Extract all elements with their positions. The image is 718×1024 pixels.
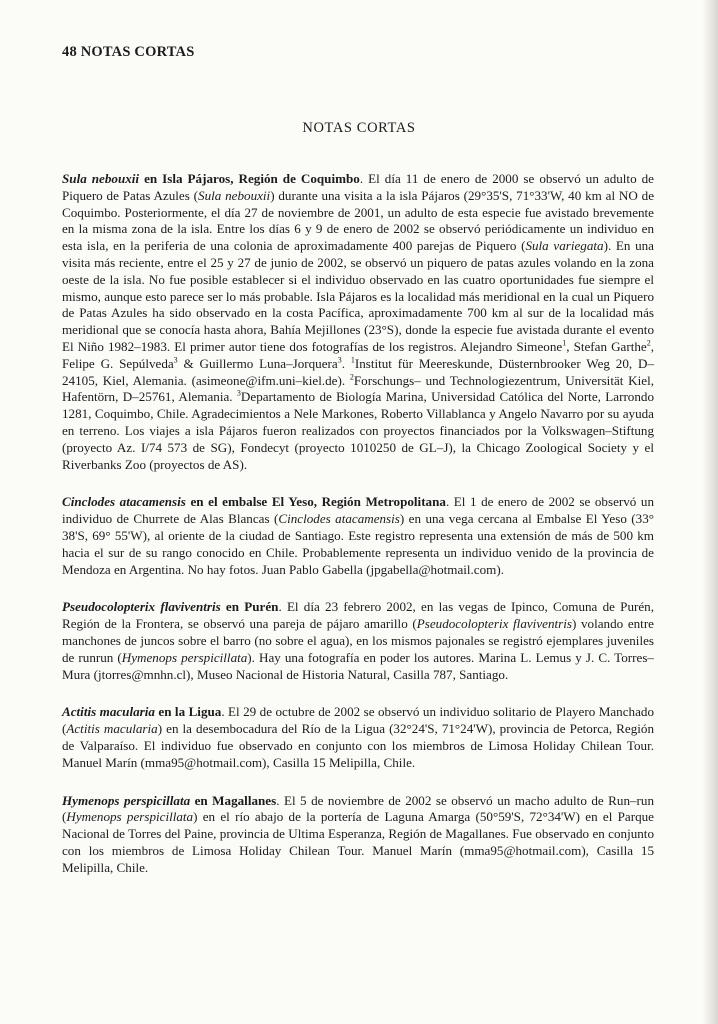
note-text: Forschungs– und Technologiezentrum, Universität Kiel, Hafentörn, D–25761, Alemania. — [62, 372, 654, 405]
note-cinclodes-atacamensis — [62, 494, 654, 578]
species-name: Actitis macularia — [62, 704, 155, 720]
page-edge-shadow — [702, 0, 718, 1024]
note-actitis-macularia — [62, 704, 654, 771]
affiliation-marker: 2 — [349, 372, 354, 382]
italic-taxon: Sula nebouxii — [198, 187, 271, 203]
note-text: & Guillermo Luna–Jorquera — [177, 355, 338, 371]
affiliation-marker: 3 — [236, 389, 241, 398]
note-text: . El 29 de octubre de 2002 se observó un individuo solitario de Playero Manchado ( — [62, 704, 654, 737]
affiliation-marker: 1 — [350, 355, 355, 365]
species-name: Sula nebouxii — [62, 171, 140, 186]
note-text: . El 5 de noviembre de 2002 se observó un macho adulto de Run–run ( — [62, 792, 654, 825]
note-title — [62, 793, 276, 808]
note-text: ) durante una visita a la isla Pájaros (29°35'S, 71°33'W, 40 km al NO de Coquimbo. Posteriormente, el día 27 de noviembre de 2001, un adulto de esta especie fue avistado brevemente en la misma zona de la isla. Entre los días 6 y 9 de enero de 2002 se observó periódicamente un individuo en esta isla, en la periferia de una colonia de aproximadamente 400 parejas de Piquero ( — [62, 187, 655, 254]
affiliation-marker: 1 — [562, 338, 567, 348]
note-location: en Purén — [220, 599, 279, 615]
affiliation-marker: 3 — [173, 355, 178, 365]
italic-taxon: Actitis macularia — [66, 721, 158, 737]
note-text: ) en la desembocadura del Río de la Ligua (32°24'S, 71°24'W), provincia de Petorca, Región de Valparaíso. El individuo fue observado en conjunto con los miembros de Limosa Holiday Chilean Tour. Manuel Marín (mma95@hotmail.com), Casilla 15 Melipilla, Chile. — [62, 721, 654, 770]
note-hymenops-perspicillata — [62, 793, 654, 877]
note-text: ). Hay una fotografía en poder los autores. Marina L. Lemus y J. C. Torres–Mura (jtorres@mnhn.cl), Museo Nacional de Historia Natural, Casilla 787, Santiago. — [62, 649, 654, 682]
note-text: . El día 23 febrero 2002, en las vegas de Ipinco, Comuna de Purén, Región de la Frontera, se observó una pareja de pájaro amarillo ( — [62, 599, 654, 632]
note-text: ) en una vega cercana al Embalse El Yeso (33° 38'S, 69° 55'W), al oriente de la ciudad de Santiago. Este registro representa una extensión de más de 500 km hacia el sur de su rango conocido en Chile. Probablemente representa un individuo venido de la provincia de Mendoza en Argentina. No hay fotos. Juan Pablo Gabella (jpgabella@hotmail.com). — [62, 511, 654, 577]
species-name: Hymenops perspicillata — [62, 792, 191, 808]
note-title — [62, 171, 360, 186]
note-text: . — [341, 355, 351, 371]
note-text: Institut für Meereskunde, Düsternbrooker Weg 20, D–24105, Kiel, Alemania. (asimeone@ifm.uni–kiel.de). — [62, 355, 654, 388]
affiliation-marker: 3 — [337, 355, 342, 365]
note-text: ). En una visita más reciente, entre el 25 y 27 de junio de 2002, se observó un piquero de patas azules volando en la zona oeste de la isla. No fue posible establecer si el individuo observado en las cuatro oportunidades fue siempre el mismo, aunque esto parece ser lo más probable. Isla Pájaros es la localidad más meridional en la cual un Piquero de Patas Azules ha sido observado en la costa Pacífica, aproximadamente 700 km al sur de la localidad más meridional que se conocía hasta ahora, Bahía Mejillones (23°S), donde la especie fue avistada durante el evento El Niño 1982–1983. El primer autor tiene dos fotografías de los registros. Alejandro Simeone — [62, 238, 654, 354]
note-pseudocolopterix-flaviventris — [62, 599, 654, 683]
italic-taxon: Hymenops perspicillata — [66, 809, 194, 825]
note-title — [62, 599, 278, 614]
note-location: en el embalse El Yeso, Región Metropolitana — [185, 494, 446, 510]
note-title — [62, 494, 446, 509]
species-name: Pseudocolopterix flaviventris — [62, 599, 221, 615]
italic-taxon: Hymenops perspicillata — [121, 649, 248, 665]
note-text: ) en el río abajo de la portería de Laguna Amarga (50°59'S, 72°34'W) en el Parque Nacional de Torres del Paine, provincia de Ultima Esperanza, Región de Magallanes. Fue observado en conjunto con los miembros de Limosa Holiday Chilean Tour. Manuel Marín (mma95@hotmail.com), Casilla 15 Melipilla, Chile. — [62, 809, 654, 875]
note-title — [62, 704, 221, 719]
note-text: , Stefan Garthe — [566, 338, 647, 354]
notes-body — [62, 171, 654, 897]
note-text: . El 1 de enero de 2002 se observó un individuo de Churrete de Alas Blancas ( — [62, 494, 654, 527]
note-text: Departamento de Biología Marina, Universidad Católica del Norte, Larrondo 1281, Coquimbo, Chile. Agradecimientos a Nele Markones, Roberto Villablanca y Angelo Navarro por su ayuda en terreno. Los viajes a isla Pájaros fueron realizados con proyectos financiados por la Volkswagen–Stiftung (proyecto Az. I/74 573 de SG), Fondecyt (proyecto 1010250 de GL–J), la Chicago Zoological Society y el Riverbanks Zoo (proyectos de AS). — [62, 389, 654, 472]
note-text: ) volando entre manchones de juncos sobre el barro (no sobre el agua), en los mismos pajonales se registró ejemplares juveniles de runrun ( — [62, 616, 654, 665]
note-text: , Felipe G. Sepúlveda — [62, 338, 654, 371]
note-location: en Magallanes — [190, 792, 277, 808]
italic-taxon: Sula variegata — [525, 238, 604, 254]
note-text: . El día 11 de enero de 2000 se observó un adulto de Piquero de Patas Azules ( — [62, 171, 654, 203]
page-header: 48 NOTAS CORTAS — [62, 44, 195, 60]
italic-taxon: Pseudocolopterix flaviventris — [416, 616, 572, 632]
note-location: en Isla Pájaros, Región de Coquimbo — [139, 171, 360, 186]
italic-taxon: Cinclodes atacamensis — [278, 511, 400, 527]
affiliation-marker: 2 — [646, 338, 651, 348]
note-location: en la Ligua — [154, 704, 222, 720]
note-sula-nebouxii — [62, 171, 654, 473]
section-title: NOTAS CORTAS — [302, 120, 416, 136]
species-name: Cinclodes atacamensis — [62, 494, 186, 510]
